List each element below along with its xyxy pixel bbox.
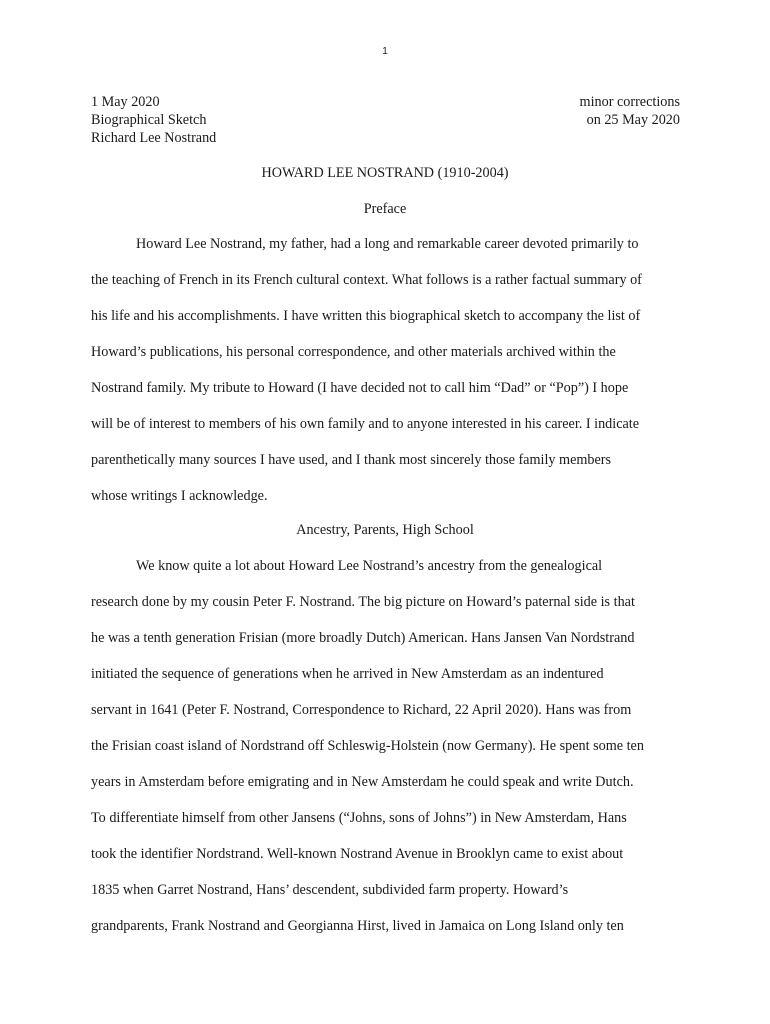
section-heading-ancestry: Ancestry, Parents, High School (296, 522, 474, 538)
paragraph-line: the Frisian coast island of Nordstrand off Schleswig-Holstein (now Germany). He spent some ten (91, 738, 644, 754)
paragraph-line: To differentiate himself from other Jansens (“Johns, sons of Johns”) in New Amsterdam, Hans (91, 810, 627, 826)
header-author: Richard Lee Nostrand (91, 130, 217, 146)
section-heading-preface: Preface (363, 201, 407, 217)
paragraph-line: We know quite a lot about Howard Lee Nostrand’s ancestry from the genealogical (136, 558, 603, 574)
paragraph-line: the teaching of French in its French cultural context. What follows is a rather factual summary of (91, 272, 642, 288)
paragraph-line: 1835 when Garret Nostrand, Hans’ descendent, subdivided farm property. Howard’s (91, 882, 569, 898)
paragraph-line: his life and his accomplishments. I have written this biographical sketch to accompany the list of (91, 308, 641, 324)
paragraph-line: initiated the sequence of generations when he arrived in New Amsterdam as an indentured (91, 666, 604, 682)
paragraph-line: servant in 1641 (Peter F. Nostrand, Correspondence to Richard, 22 April 2020). Hans was from (91, 702, 632, 718)
header-corrections-note: minor corrections (579, 94, 680, 110)
paragraph-line: Howard Lee Nostrand, my father, had a long and remarkable career devoted primarily to (136, 236, 639, 252)
paragraph-line: parenthetically many sources I have used, and I thank most sincerely those family members (91, 452, 612, 468)
ancestry-paragraph (91, 557, 683, 953)
header-right-block (580, 93, 680, 129)
header-corrections-date: on 25 May 2020 (586, 112, 680, 128)
page-number: 1 (382, 46, 388, 57)
paragraph-line: years in Amsterdam before emigrating and in New Amsterdam he could speak and write Dutch. (91, 774, 634, 790)
paragraph-line: will be of interest to members of his own family and to anyone interested in his career. I indicate (91, 416, 640, 432)
paragraph-line: Howard’s publications, his personal correspondence, and other materials archived within the (91, 344, 616, 360)
paragraph-line: took the identifier Nordstrand. Well-known Nostrand Avenue in Brooklyn came to exist about (91, 846, 624, 862)
header-left-block (91, 93, 216, 147)
paragraph-line: whose writings I acknowledge. (91, 488, 268, 504)
preface-paragraph (91, 235, 683, 523)
header-doc-type: Biographical Sketch (91, 112, 207, 128)
paragraph-line: grandparents, Frank Nostrand and Georgianna Hirst, lived in Jamaica on Long Island only ten (91, 918, 624, 934)
paragraph-line: he was a tenth generation Frisian (more broadly Dutch) American. Hans Jansen Van Nordstrand (91, 630, 635, 646)
paragraph-line: research done by my cousin Peter F. Nostrand. The big picture on Howard’s paternal side is that (91, 594, 635, 610)
document-title: HOWARD LEE NOSTRAND (1910-2004) (261, 165, 509, 181)
paragraph-line: Nostrand family. My tribute to Howard (I have decided not to call him “Dad” or “Pop”) I hope (91, 380, 629, 396)
header-date: 1 May 2020 (91, 94, 160, 110)
